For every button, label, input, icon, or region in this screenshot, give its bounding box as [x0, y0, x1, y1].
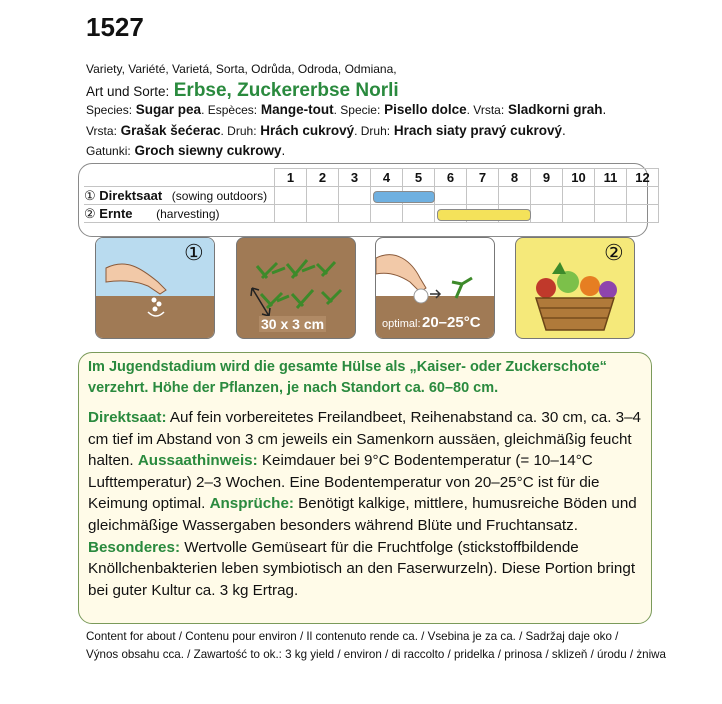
species-line-2: Vrsta: Grašak šećerac. Druh: Hrách cukrový. Druh: Hrach siaty pravý cukrový. [86, 123, 566, 138]
intro-text: Im Jugendstadium wird die gesamte Hülse als „Kaiser- oder Zuckerschote“ verzehrt. Höhe der Pflanzen, je nach Standort ca. 60–80 cm. [88, 359, 607, 396]
month-11: 11 [595, 169, 627, 187]
harvest-basket-illustration [515, 237, 635, 339]
month-12: 12 [627, 169, 659, 187]
sowing-period-bar [373, 191, 435, 203]
besonderes-label: Besonderes: [88, 538, 181, 556]
cultivation-text: Direktsaat: Auf fein vorbereitetes Freilandbeet, Reihenabstand ca. 30 cm, ca. 3–4 cm tief im Abstand von 3 cm jeweils ein Samenkorn aussäen, gleichmäßig feucht halten. Aussaathinweis: Keimdauer bei 9°C Bodentemperatur (= 10–14°C Lufttemperatur) 2–3 Wochen. Eine Bodentemperatur von 20–25°C ist für die Keimung optimal. Ansprüche: Benötigt kalkige, mittlere, humusreiche Böden und gleichmäßige Wassergaben besonders während Blüte und Fruchtansatz. Besonderes: Wertvolle Gemüseart für die Fruchtfolge (stickstoffbildende Knöllchenbakterien leben symbiotisch an den Faserwurzeln). Diese Portion bringt bei guter Kultur ca. 3 kg Ertrag. [88, 409, 641, 599]
variety-title: Erbse, Zuckererbse Norli [173, 80, 399, 101]
article-number: 1527 [86, 12, 144, 42]
art-label: Art und Sorte: [86, 84, 170, 99]
aussaathinweis-label: Aussaathinweis: [137, 452, 258, 470]
direktsaat-label: Direktsaat: [88, 409, 167, 426]
month-8: 8 [499, 169, 531, 187]
temp-caption-value: 20–25°C [422, 314, 481, 331]
ansprueche-label: Ansprüche: [209, 495, 294, 513]
step-1-badge: ① [184, 240, 204, 265]
content-line-2: Výnos obsahu cca. / Zawartość to ok.: 3 kg yield / environ / di raccolto / pridelka / prinosa / sklizeň / úrodu / żniwa [86, 648, 666, 661]
variety-labels: Variety, Variété, Varietá, Sorta, Odrůda, Odroda, Odmiana, [86, 62, 397, 76]
species-line-3: Gatunki: Groch siewny cukrowy. [86, 143, 286, 158]
month-1: 1 [275, 169, 307, 187]
sowing-illustration [95, 237, 215, 339]
month-6: 6 [435, 169, 467, 187]
calendar-header-row [84, 169, 659, 187]
month-3: 3 [339, 169, 371, 187]
sowing-calendar [84, 168, 659, 223]
month-2: 2 [307, 169, 339, 187]
title-line [86, 80, 399, 102]
temp-caption-label: optimal: [382, 318, 421, 330]
month-9: 9 [531, 169, 563, 187]
spacing-illustration [236, 237, 356, 339]
month-5: 5 [403, 169, 435, 187]
month-10: 10 [563, 169, 595, 187]
calendar-row-harvest: ② Ernte (harvesting) [84, 205, 659, 223]
germination-illustration [375, 237, 495, 339]
harvest-period-bar [437, 209, 531, 221]
content-line-1: Content for about / Contenu pour environ / Il contenuto rende ca. / Vsebina je za ca. / Sadržaj daje oko / [86, 630, 619, 643]
month-4: 4 [371, 169, 403, 187]
spacing-caption: 30 x 3 cm [261, 316, 325, 332]
month-7: 7 [467, 169, 499, 187]
step-2-badge: ② [604, 240, 624, 265]
species-line-1: Species: Sugar pea. Espèces: Mange-tout. Specie: Pisello dolce. Vrsta: Sladkorni grah. [86, 102, 607, 117]
calendar-row-sowing: ① Direktsaat (sowing outdoors) [84, 187, 659, 205]
